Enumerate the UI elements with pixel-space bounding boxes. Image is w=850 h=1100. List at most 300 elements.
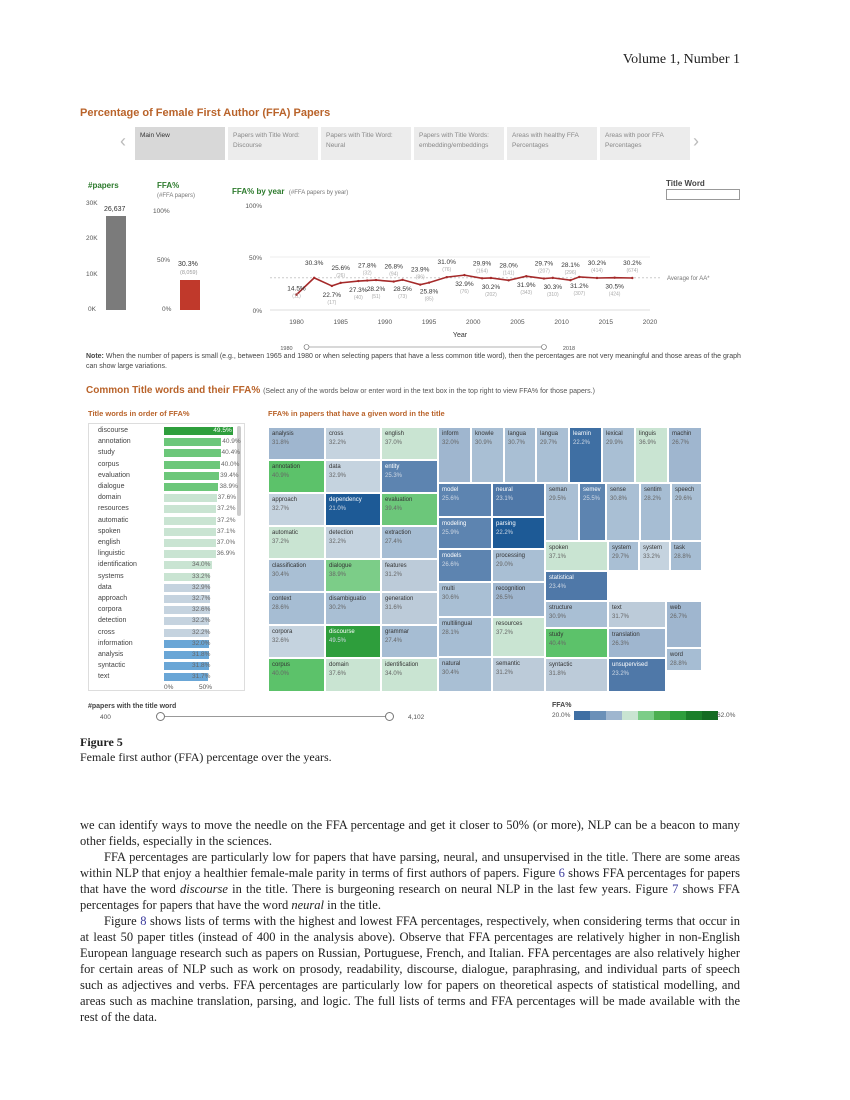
legend-swatch bbox=[590, 711, 606, 720]
treemap-cell[interactable] bbox=[608, 601, 666, 628]
treemap-cell[interactable] bbox=[492, 657, 545, 692]
word-row[interactable] bbox=[89, 661, 244, 672]
papers-bar-label: 26,637 bbox=[104, 205, 126, 213]
tab-embedding[interactable]: Papers with Title Words: embedding/embeddings bbox=[414, 127, 504, 160]
word-value: 37.2% bbox=[217, 505, 236, 513]
treemap-cell[interactable] bbox=[438, 582, 492, 617]
treemap-cell[interactable] bbox=[268, 460, 325, 493]
treemap-cell[interactable] bbox=[639, 541, 670, 571]
treemap-word: machin bbox=[672, 431, 692, 437]
word-value: 36.9% bbox=[216, 550, 236, 558]
data-point bbox=[313, 277, 315, 279]
treemap-cell[interactable] bbox=[606, 483, 640, 541]
data-count-label: (343) bbox=[520, 290, 533, 297]
treemap-cell[interactable] bbox=[492, 483, 545, 517]
treemap-cell[interactable] bbox=[666, 648, 702, 671]
papers-slider-max: 4,102 bbox=[408, 714, 425, 721]
treemap-value: 26.7% bbox=[672, 440, 690, 446]
p2-text-d: shows FFA percentages for papers that have the word bbox=[80, 882, 740, 912]
papers-slider-handle-max[interactable] bbox=[385, 712, 394, 721]
tab-healthy-ffa[interactable]: Areas with healthy FFA Percentages bbox=[507, 127, 597, 160]
word-row[interactable] bbox=[89, 516, 244, 527]
word-bar bbox=[164, 483, 218, 491]
data-point bbox=[569, 279, 571, 281]
ffa-tick-0: 0% bbox=[162, 306, 172, 313]
data-count-label: (307) bbox=[573, 290, 586, 297]
treemap-word: seman bbox=[549, 487, 568, 493]
data-label: 28.2% bbox=[366, 286, 386, 294]
treemap-word: discourse bbox=[329, 629, 355, 635]
data-point bbox=[419, 283, 421, 285]
treemap-value: 32.0% bbox=[442, 440, 460, 446]
treemap-value: 28.1% bbox=[442, 630, 460, 636]
word-value: 37.2% bbox=[217, 516, 236, 524]
chevron-left-icon[interactable]: ‹ bbox=[120, 131, 126, 151]
treemap-value: 30.4% bbox=[272, 572, 290, 578]
legend-swatch bbox=[702, 711, 718, 720]
word-name: corpus bbox=[98, 460, 120, 468]
word-name: data bbox=[98, 583, 112, 591]
treemap-cell[interactable] bbox=[381, 592, 438, 625]
treemap-value: 27.4% bbox=[385, 638, 403, 644]
data-label: 28.5% bbox=[393, 285, 412, 293]
word-row[interactable] bbox=[89, 583, 244, 594]
p2-em-neural: neural bbox=[291, 898, 325, 912]
chevron-right-icon[interactable]: › bbox=[693, 131, 699, 151]
treemap-cell[interactable] bbox=[545, 601, 608, 628]
p2-text-e: in the title. bbox=[324, 898, 381, 912]
treemap-value: 28.8% bbox=[670, 661, 688, 667]
treemap-word: study bbox=[549, 632, 564, 638]
treemap-value: 37.6% bbox=[329, 671, 347, 677]
data-point bbox=[446, 276, 448, 278]
treemap-cell[interactable] bbox=[438, 427, 471, 483]
figure-8-link[interactable]: 8 bbox=[140, 914, 147, 928]
word-row[interactable] bbox=[89, 426, 244, 437]
treemap-value: 29.0% bbox=[496, 562, 514, 568]
treemap-value: 25.9% bbox=[442, 530, 460, 536]
word-row[interactable] bbox=[89, 616, 244, 627]
treemap-cell[interactable] bbox=[268, 427, 325, 460]
data-label: 31.0% bbox=[437, 259, 456, 267]
treemap-word: cross bbox=[329, 431, 344, 437]
treemap-value: 37.2% bbox=[272, 539, 290, 545]
treemap-value: 29.7% bbox=[612, 554, 630, 560]
treemap-word: disambiguatio bbox=[329, 596, 367, 602]
word-row[interactable] bbox=[89, 560, 244, 571]
treemap-cell[interactable] bbox=[492, 517, 545, 549]
dashboard-title: Percentage of Female First Author (FFA) Papers bbox=[80, 107, 331, 119]
treemap-cell[interactable] bbox=[325, 658, 381, 692]
treemap-cell[interactable] bbox=[438, 549, 492, 582]
data-count-label: (26) bbox=[336, 272, 346, 279]
tab-discourse[interactable]: Papers with Title Word: Discourse bbox=[228, 127, 318, 160]
treemap-cell[interactable] bbox=[536, 427, 569, 483]
figure-6-link[interactable]: 6 bbox=[558, 866, 565, 880]
treemap-value: 31.8% bbox=[272, 440, 290, 446]
treemap-value: 26.7% bbox=[670, 614, 688, 620]
treemap-cell[interactable] bbox=[569, 427, 602, 483]
word-value: 32.2% bbox=[192, 628, 211, 636]
papers-slider-handle-min[interactable] bbox=[156, 712, 165, 721]
data-count-label: (310) bbox=[546, 291, 559, 298]
treemap-cell[interactable] bbox=[325, 625, 381, 658]
treemap-word: annotation bbox=[272, 464, 301, 470]
p2-em-discourse: discourse bbox=[180, 882, 228, 896]
treemap-cell[interactable] bbox=[635, 427, 668, 483]
word-row[interactable] bbox=[89, 460, 244, 471]
treemap-word: identification bbox=[385, 662, 419, 668]
treemap-cell[interactable] bbox=[579, 483, 606, 541]
word-value: 32.6% bbox=[192, 606, 211, 614]
treemap-value: 29.6% bbox=[675, 496, 693, 502]
x-tick-label: 2010 bbox=[554, 319, 569, 326]
word-name: spoken bbox=[98, 527, 121, 535]
word-row[interactable] bbox=[89, 650, 244, 661]
data-count-label: (85) bbox=[424, 296, 434, 303]
treemap-value: 28.2% bbox=[644, 496, 662, 502]
word-row[interactable] bbox=[89, 504, 244, 515]
treemap-value: 39.4% bbox=[385, 506, 403, 512]
body-text bbox=[80, 817, 740, 1025]
word-name: information bbox=[98, 639, 133, 647]
data-point bbox=[463, 274, 465, 276]
treemap-cell[interactable] bbox=[268, 592, 325, 625]
treemap-value: 30.9% bbox=[549, 614, 567, 620]
figure-7-link[interactable]: 7 bbox=[672, 882, 679, 896]
treemap-cell[interactable] bbox=[381, 427, 438, 460]
word-value: 40.0% bbox=[221, 460, 240, 468]
treemap-value: 30.7% bbox=[508, 440, 526, 446]
papers-label: #papers bbox=[88, 181, 119, 190]
treemap-value: 29.5% bbox=[549, 496, 567, 502]
papers-bar[interactable] bbox=[106, 216, 126, 310]
treemap-cell[interactable] bbox=[545, 571, 608, 601]
treemap-cell[interactable] bbox=[545, 658, 608, 692]
data-point bbox=[481, 277, 483, 279]
treemap-value: 30.2% bbox=[329, 605, 347, 611]
paragraph-1: we can identify ways to move the needle on the FFA percentage and get it closer to 50% (or more), NLP can be a beacon to many other fields, especially in the sciences. bbox=[80, 818, 740, 848]
treemap-cell[interactable] bbox=[325, 559, 381, 592]
word-row[interactable] bbox=[89, 605, 244, 616]
treemap-cell[interactable] bbox=[268, 559, 325, 592]
treemap-cell[interactable] bbox=[504, 427, 536, 483]
word-value: 37.0% bbox=[216, 539, 236, 546]
treemap-cell[interactable] bbox=[471, 427, 504, 483]
tab-main-view[interactable]: Main View bbox=[135, 127, 225, 160]
treemap-cell[interactable] bbox=[325, 526, 381, 559]
word-row[interactable] bbox=[89, 437, 244, 448]
treemap-cell[interactable] bbox=[492, 549, 545, 582]
treemap-cell[interactable] bbox=[492, 617, 545, 657]
data-count-label: (73) bbox=[398, 293, 408, 300]
treemap-value: 37.0% bbox=[385, 440, 403, 446]
word-bar bbox=[164, 449, 221, 457]
average-label: Average for AA* bbox=[667, 275, 710, 282]
treemap-cell[interactable] bbox=[268, 625, 325, 658]
legend-max: 62.0% bbox=[717, 712, 736, 719]
word-row[interactable] bbox=[89, 594, 244, 605]
treemap-value: 40.0% bbox=[272, 671, 290, 677]
word-row[interactable] bbox=[89, 482, 244, 493]
treemap-word: word bbox=[670, 652, 684, 658]
treemap-word: system bbox=[643, 545, 663, 551]
x-tick-label: 1990 bbox=[377, 319, 393, 326]
treemap-cell[interactable] bbox=[325, 592, 381, 625]
treemap-cell[interactable] bbox=[381, 559, 438, 592]
treemap-value: 25.5% bbox=[583, 496, 601, 502]
word-value: 49.5% bbox=[213, 427, 232, 434]
treemap-cell[interactable] bbox=[492, 582, 545, 617]
year-slider-handle-end bbox=[541, 345, 546, 350]
data-label: 30.2% bbox=[481, 283, 501, 291]
word-bar bbox=[164, 550, 216, 558]
treemap-cell[interactable] bbox=[381, 526, 438, 559]
treemap-word: sentim bbox=[644, 487, 662, 493]
year-slider-start: 1980 bbox=[280, 346, 293, 350]
tab-neural[interactable]: Papers with Title Word: Neural bbox=[321, 127, 411, 160]
word-name: evaluation bbox=[98, 471, 130, 479]
treemap-word: langua bbox=[508, 431, 527, 437]
word-name: automatic bbox=[98, 516, 129, 524]
x-tick-label: 1980 bbox=[289, 319, 304, 326]
treemap-cell[interactable] bbox=[268, 658, 325, 692]
word-value: 32.9% bbox=[192, 583, 211, 591]
treemap-word: spoken bbox=[549, 545, 569, 551]
treemap-word: classification bbox=[272, 563, 307, 569]
data-point bbox=[596, 277, 598, 279]
treemap-cell[interactable] bbox=[381, 658, 438, 692]
treemap-word: domain bbox=[329, 662, 349, 668]
word-row[interactable] bbox=[89, 572, 244, 583]
list-axis-50: 50% bbox=[199, 684, 213, 691]
data-point bbox=[631, 277, 633, 279]
data-label: 22.7% bbox=[322, 291, 342, 299]
treemap-value: 30.6% bbox=[442, 595, 460, 601]
year-chart-sublabel: (#FFA papers by year) bbox=[288, 190, 349, 196]
data-count-label: (40) bbox=[353, 295, 363, 302]
treemap-cell[interactable] bbox=[670, 541, 702, 571]
x-tick-label: 1985 bbox=[333, 319, 348, 326]
treemap-cell[interactable] bbox=[545, 628, 608, 658]
data-label: 32.9% bbox=[455, 281, 474, 289]
treemap-word: evaluation bbox=[385, 497, 413, 503]
treemap-word: context bbox=[272, 596, 292, 602]
word-name: domain bbox=[98, 494, 121, 502]
data-count-label: (674) bbox=[626, 267, 639, 274]
legend-swatch bbox=[686, 711, 702, 720]
word-value: 38.9% bbox=[219, 483, 238, 490]
word-value: 33.2% bbox=[192, 572, 211, 580]
word-bar bbox=[164, 472, 219, 480]
paragraph-2 bbox=[80, 849, 740, 913]
treemap-cell[interactable] bbox=[666, 601, 702, 648]
treemap-cell[interactable] bbox=[438, 483, 492, 517]
running-header: Volume 1, Number 1 bbox=[622, 52, 740, 67]
treemap-value: 23.1% bbox=[496, 496, 514, 502]
treemap-word: structure bbox=[549, 605, 573, 611]
treemap-word: grammar bbox=[385, 629, 410, 635]
data-label: 27.8% bbox=[357, 262, 377, 270]
treemap-cell[interactable] bbox=[545, 483, 579, 541]
treemap-value: 31.6% bbox=[385, 605, 403, 611]
treemap-word: text bbox=[612, 605, 622, 611]
treemap-value: 31.7% bbox=[612, 614, 630, 620]
data-count-label: (76) bbox=[442, 267, 452, 274]
treemap-cell[interactable] bbox=[438, 657, 492, 692]
legend-swatch bbox=[654, 711, 670, 720]
word-row[interactable] bbox=[89, 549, 244, 560]
treemap-cell[interactable] bbox=[325, 460, 381, 493]
word-bar bbox=[164, 505, 216, 513]
legend-swatch bbox=[622, 711, 638, 720]
papers-slider-track[interactable] bbox=[160, 716, 390, 717]
ffa-bar[interactable] bbox=[180, 280, 200, 310]
treemap-cell[interactable] bbox=[381, 460, 438, 493]
word-name: resources bbox=[98, 505, 129, 513]
treemap-value: 40.4% bbox=[549, 641, 567, 647]
treemap-cell[interactable] bbox=[381, 493, 438, 526]
word-row[interactable] bbox=[89, 527, 244, 538]
word-bar bbox=[164, 528, 216, 536]
x-tick-label: 2000 bbox=[466, 319, 481, 326]
data-label: 26.8% bbox=[384, 263, 403, 271]
treemap-word: detection bbox=[329, 530, 354, 536]
data-label: 23.9% bbox=[411, 266, 430, 274]
treemap-cell[interactable] bbox=[668, 427, 702, 483]
treemap-word: semantic bbox=[496, 661, 521, 667]
treemap-value: 23.4% bbox=[549, 584, 567, 590]
treemap-value: 31.8% bbox=[549, 671, 567, 677]
data-count-label: (94) bbox=[389, 271, 399, 278]
word-row[interactable] bbox=[89, 471, 244, 482]
word-list[interactable] bbox=[88, 423, 245, 691]
word-bar bbox=[164, 517, 216, 525]
treemap-cell[interactable] bbox=[438, 617, 492, 657]
treemap-cell[interactable] bbox=[438, 517, 492, 549]
data-label: 30.2% bbox=[587, 259, 607, 267]
data-label: 29.7% bbox=[534, 260, 554, 268]
word-bar bbox=[164, 539, 216, 547]
data-label: 25.6% bbox=[331, 264, 350, 272]
treemap-word: dependency bbox=[329, 497, 362, 503]
treemap-word: analysis bbox=[272, 431, 294, 437]
word-row[interactable] bbox=[89, 628, 244, 639]
data-label: 30.5% bbox=[605, 283, 624, 291]
year-chart bbox=[225, 195, 745, 350]
data-point bbox=[331, 285, 333, 287]
word-name: approach bbox=[98, 595, 128, 602]
treemap-cell[interactable] bbox=[268, 493, 325, 526]
treemap-cell[interactable] bbox=[608, 541, 639, 571]
ffa-sublabel: (#FFA papers) bbox=[157, 193, 196, 199]
word-name: discourse bbox=[98, 427, 128, 434]
word-row[interactable] bbox=[89, 448, 244, 459]
treemap-value: 23.2% bbox=[612, 671, 630, 677]
treemap-cell[interactable] bbox=[608, 658, 666, 692]
treemap-cell[interactable] bbox=[268, 526, 325, 559]
treemap-value: 32.6% bbox=[272, 638, 290, 644]
data-label: 14.5% bbox=[287, 285, 306, 293]
ffa-bar-label: 30.3% bbox=[178, 261, 198, 269]
treemap-value: 49.5% bbox=[329, 638, 347, 644]
treemap-value: 37.2% bbox=[496, 630, 514, 636]
treemap-cell[interactable] bbox=[381, 625, 438, 658]
treemap-word: learnin bbox=[573, 431, 592, 437]
x-tick-label: 2020 bbox=[642, 319, 658, 326]
data-point bbox=[552, 277, 554, 279]
word-value: 31.7% bbox=[192, 673, 211, 681]
tab-poor-ffa[interactable]: Areas with poor FFA Percentages bbox=[600, 127, 690, 160]
treemap-value: 31.2% bbox=[385, 572, 403, 578]
p2-text-a: FFA percentages are particularly low for papers that have parsing, neural, and unsupervised in the title. There are some areas within NLP that enjoy a healthier female-male parity in terms of first authors of papers. Figure bbox=[80, 850, 740, 880]
treemap-cell[interactable] bbox=[545, 541, 608, 571]
treemap-word: extraction bbox=[385, 530, 412, 536]
word-value: 31.8% bbox=[192, 651, 211, 658]
common-subtitle: (Select any of the words below or enter word in the text box in the top right to view FFA% for those papers.) bbox=[263, 388, 595, 395]
data-label: 28.0% bbox=[499, 262, 518, 270]
view-tabs bbox=[115, 127, 715, 161]
word-row[interactable] bbox=[89, 639, 244, 650]
word-row[interactable] bbox=[89, 538, 244, 549]
data-label: 28.1% bbox=[561, 262, 580, 270]
word-value: 32.0% bbox=[192, 639, 211, 647]
x-tick-label: 2015 bbox=[598, 319, 614, 326]
treemap-value: 30.8% bbox=[610, 496, 628, 502]
legend-swatch bbox=[574, 711, 590, 720]
treemap-cell[interactable] bbox=[608, 628, 666, 658]
year-slider-handle-start bbox=[304, 345, 309, 350]
note-bold: Note: bbox=[86, 353, 104, 360]
papers-tick-30k: 30K bbox=[86, 200, 98, 207]
data-point bbox=[393, 280, 395, 282]
word-row[interactable] bbox=[89, 672, 244, 683]
year-chart-label: FFA% by year bbox=[232, 187, 285, 196]
treemap-value: 36.9% bbox=[639, 440, 657, 446]
figure-label: Figure 5 bbox=[80, 735, 123, 749]
treemap-cell[interactable] bbox=[325, 493, 381, 526]
word-value: 40.9% bbox=[222, 438, 241, 446]
word-value: 40.4% bbox=[221, 449, 240, 457]
treemap-value: 31.2% bbox=[496, 670, 514, 676]
treemap-cell[interactable] bbox=[640, 483, 671, 541]
data-label: 29.9% bbox=[472, 260, 492, 268]
word-name: annotation bbox=[98, 438, 131, 446]
data-point bbox=[490, 277, 492, 279]
treemap bbox=[268, 427, 702, 693]
treemap-word: system bbox=[612, 545, 632, 551]
treemap-cell[interactable] bbox=[671, 483, 702, 541]
treemap-value: 32.9% bbox=[329, 473, 347, 479]
word-value: 34.0% bbox=[192, 561, 211, 569]
treemap-cell[interactable] bbox=[325, 427, 381, 460]
note-text bbox=[86, 352, 746, 371]
data-count-label: (414) bbox=[591, 267, 603, 274]
word-row[interactable] bbox=[89, 493, 244, 504]
papers-slider-min: 400 bbox=[100, 714, 111, 721]
data-point bbox=[375, 279, 377, 281]
treemap-cell[interactable] bbox=[602, 427, 635, 483]
treemap-word: data bbox=[329, 464, 341, 470]
p3-text-a: Figure bbox=[104, 914, 141, 928]
data-label: 30.3% bbox=[304, 259, 324, 267]
word-name: linguistic bbox=[98, 550, 125, 558]
x-tick-label: 1995 bbox=[421, 319, 437, 326]
data-point bbox=[578, 276, 580, 278]
word-name: english bbox=[98, 539, 121, 546]
title-word-label: Title Word bbox=[666, 179, 705, 188]
word-name: syntactic bbox=[98, 662, 126, 670]
